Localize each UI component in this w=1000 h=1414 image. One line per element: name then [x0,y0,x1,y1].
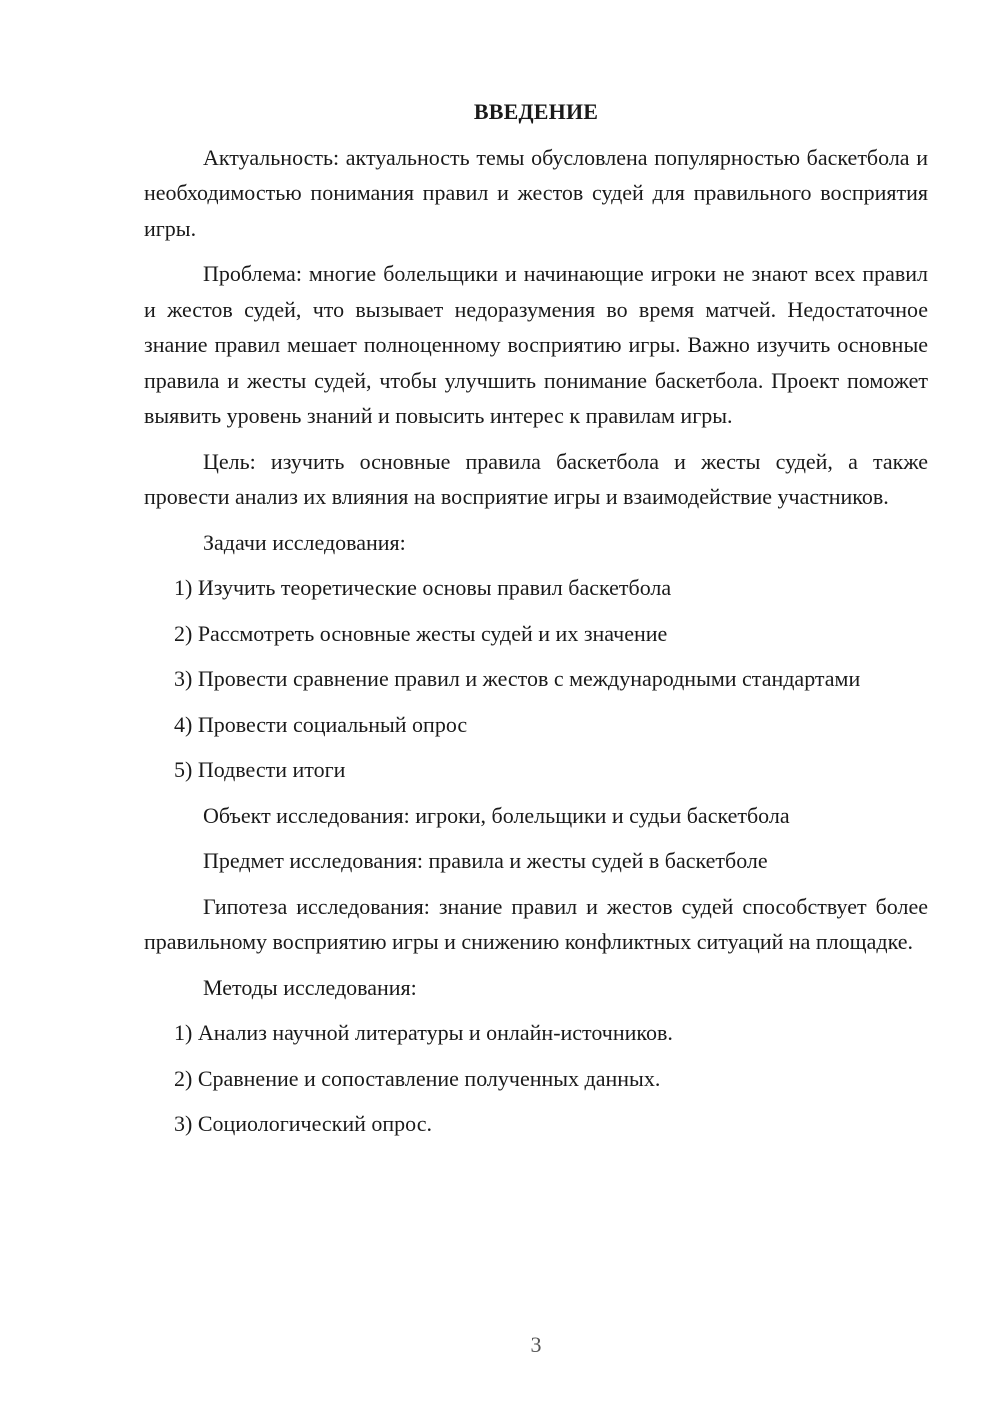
method-item: 1) Анализ научной литературы и онлайн-источников. [174,1020,673,1045]
subject-line: Предмет исследования: правила и жесты судей в баскетболе [203,848,768,873]
task-item: 5) Подвести итоги [174,757,346,782]
problem-paragraph: Проблема: многие болельщики и начинающие игроки не знают всех правил и жестов судей, что вызывает недоразумения во время матчей. Недостаточное знание правил мешает полноценному восприятию игры. Важно изучить основные правила и жесты судей, чтобы улучшить понимание баскетбола. Проект поможет выявить уровень знаний и повысить интерес к правилам игры. [144,261,928,428]
task-item: 1) Изучить теоретические основы правил баскетбола [174,575,672,600]
task-item: 2) Рассмотреть основные жесты судей и их значение [174,620,668,646]
page-number: 3 [530,1332,542,1357]
object-line: Объект исследования: игроки, болельщики и судьи баскетбола [203,802,790,828]
relevance-paragraph: Актуальность: актуальность темы обусловлена популярностью баскетбола и необходимостью понимания правил и жестов судей для правильного восприятия игры. [144,144,928,241]
methods-heading: Методы исследования: [203,974,417,1000]
task-item: 3) Провести сравнение правил и жестов с международными стандартами [174,666,861,691]
method-item: 3) Социологический опрос. [174,1111,432,1136]
page-content [144,94,928,1152]
page-title: ВВЕДЕНИЕ [473,99,599,124]
method-item: 2) Сравнение и сопоставление полученных данных. [174,1065,661,1091]
goal-paragraph: Цель: изучить основные правила баскетбола и жесты судей, а также провести анализ их влияния на восприятие игры и взаимодействие участников. [144,448,928,509]
tasks-heading: Задачи исследования: [203,529,406,555]
task-item: 4) Провести социальный опрос [174,711,468,737]
hypothesis-paragraph: Гипотеза исследования: знание правил и жестов судей способствует более правильному восприятию игры и снижению конфликтных ситуаций на площадке. [144,893,928,954]
